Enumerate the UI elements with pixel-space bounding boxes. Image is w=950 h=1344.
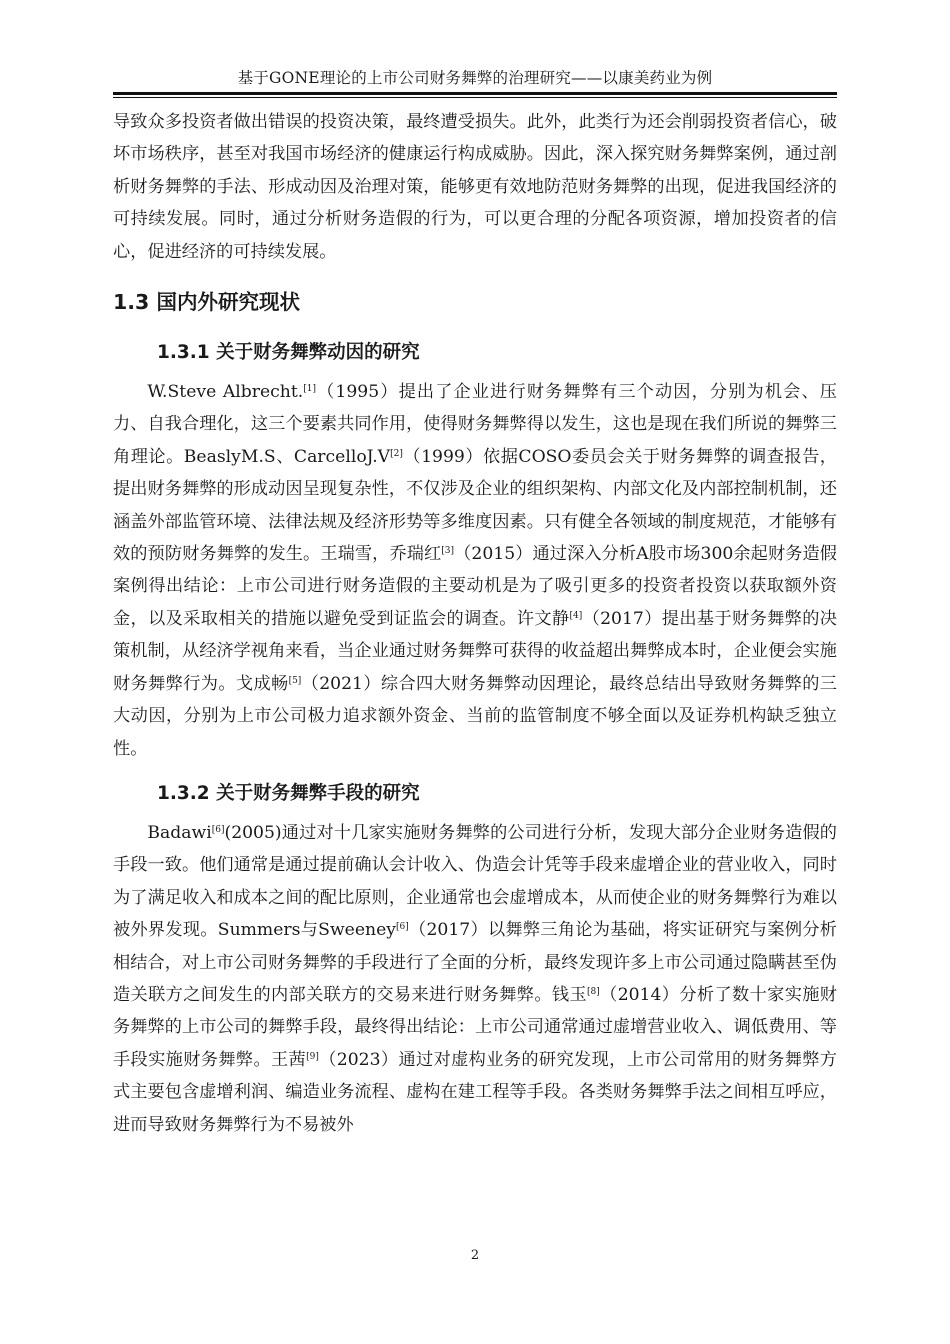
citation-marker: [4] [569,610,583,621]
citation-marker: [3] [441,546,455,557]
subsection-heading-1-3-1: 1.3.1 关于财务舞弊动因的研究 [157,342,420,364]
citation-marker: [6] [211,824,225,835]
subsection-heading-1-3-2: 1.3.2 关于财务舞弊手段的研究 [157,782,420,804]
header-rule-thin [113,97,837,98]
text-run: （2014）分析了数十家实施财务舞弊的上市公司的舞弊手段，最终得出结论：上市公司通常通过虚增营业收入、调低费用、等手段实施财务舞弊。王茜 [113,984,837,1070]
section-heading-1-3: 1.3 国内外研究现状 [113,290,300,315]
text-run: （2015）通过深入分析A股市场300余起财务造假案例得出结论：上市公司进行财务造假的主要动机是为了吸引更多的投资者投资以获取额外资金，以及采取相关的措施以避免受到证监会的调查。许文静 [113,544,837,629]
citation-marker: [2] [390,448,403,459]
running-header: 基于GONE理论的上市公司财务舞弊的治理研究——以康美药业为例 [237,69,713,87]
text-run: （1995）提出了企业进行财务舞弊有三个动因，分别为机会、压力、自我合理化，这三个要素共同作用，使得财务舞弊得以发生，这也是现在我们所说的舞弊三角理论。BeaslyM.S、CarcelloJ.V [113,382,837,467]
text-run: Badawi [147,822,212,843]
text-run: （2023）通过对虚构业务的研究发现，上市公司常用的财务舞弊方式主要包含虚增利润、编造业务流程、虚构在建工程等手段。各类财务舞弊手法之间相互呼应，进而导致财务舞弊行为不易被外 [113,1049,837,1135]
citation-marker: [8] [587,986,600,997]
citation-marker: [1] [303,384,316,395]
text-run: （2017）提出基于财务舞弊的决策机制，从经济学视角来看，当企业通过财务舞弊可获得的收益超出舞弊成本时，企业便会实施财务舞弊行为。戈成畅 [113,608,837,694]
intro-paragraph: 导致众多投资者做出错误的投资决策，最终遭受损失。此外，此类行为还会削弱投资者信心，破坏市场秩序，甚至对我国市场经济的健康运行构成威胁。因此，深入探究财务舞弊案例，通过剖析财务舞弊的手法、形成动因及治理对策，能够更有效地防范财务舞弊的出现，促进我国经济的可持续发展。同时，通过分析财务造假的行为，可以更合理的分配各项资源，增加投资者的信心，促进经济的可持续发展。 [113,112,837,262]
text-run: W.Steve Albrecht. [147,382,304,403]
text-run: （2021）综合四大财务舞弊动因理论，最终总结出导致财务舞弊的三大动因，分别为上市公司极力追求额外资金、当前的监管制度不够全面以及证券机构缺乏独立性。 [113,673,837,759]
page-content [113,106,837,1141]
page-number: 2 [470,1248,480,1263]
paragraph-fraud-methods [113,817,837,1141]
text-run: （2017）以舞弊三角论为基础，将实证研究与案例分析相结合，对上市公司财务舞弊的手段进行了全面的分析，最终发现许多上市公司通过隐瞒甚至伪造关联方之间发生的内部关联方的交易来进行财务舞弊。钱玉 [113,920,837,1005]
text-run: (2005)通过对十几家实施财务舞弊的公司进行分析，发现大部分企业财务造假的手段一致。他们通常是通过提前确认会计收入、伪造会计凭等手段来虚增企业的营业收入，同时为了满足收入和成本之间的配比原则，企业通常也会虚增成本，从而使企业的财务舞弊行为难以被外界发现。Summers与Sweeney [113,822,837,941]
citation-marker: [5] [288,675,302,686]
citation-marker: [9] [306,1051,319,1062]
paragraph-fraud-motives [113,376,837,765]
citation-marker: [6] [395,922,409,933]
text-run: （1999）依据COSO委员会关于财务舞弊的调查报告，提出财务舞弊的形成动因呈现复杂性，不仅涉及企业的组织架构、内部文化及内部控制机制，还涵盖外部监管环境、法律法规及经济形势等多维度因素。只有健全各领域的制度规范，才能够有效的预防财务舞弊的发生。王瑞雪，乔瑞红 [113,446,837,565]
header-rule-thick [113,92,837,95]
